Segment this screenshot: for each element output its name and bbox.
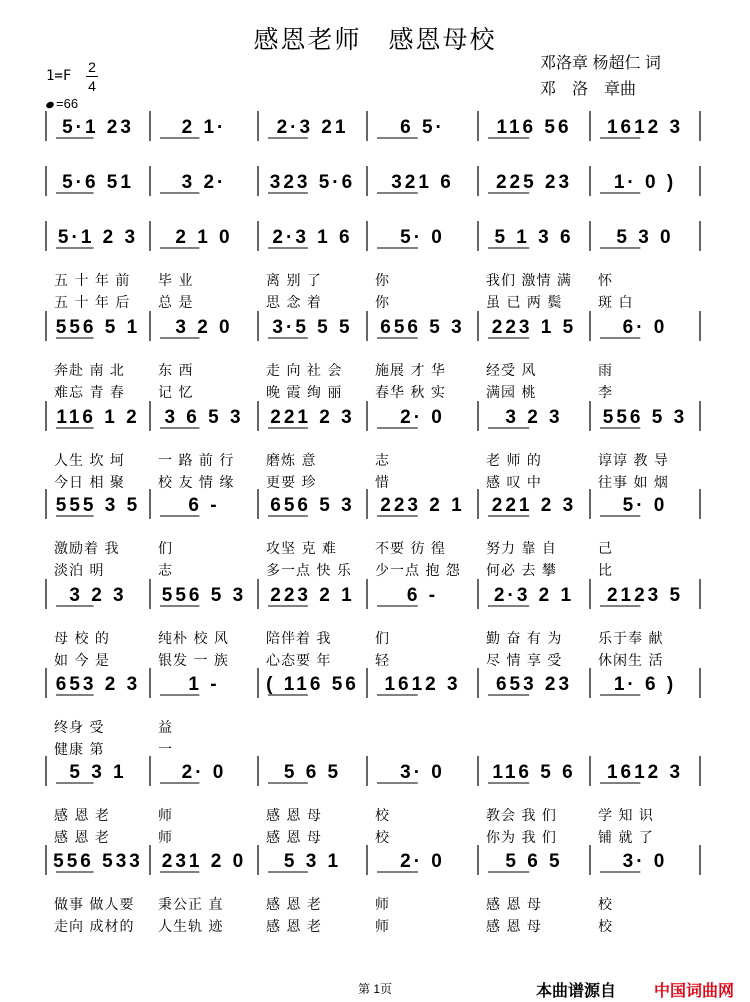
measure-notes: 555 3 5 xyxy=(55,495,141,516)
lyric-verse-1: 激励着 我 xyxy=(54,541,120,557)
measure-notes: 5 3 1 xyxy=(69,762,127,783)
lyric-verse-1: 感 恩 老 xyxy=(266,897,322,913)
lyric-verse-2: 尽 情 享 受 xyxy=(486,653,563,669)
lyric-verse-2: 斑 白 xyxy=(598,295,634,311)
measure-notes: 116 5 6 xyxy=(492,762,576,783)
measure-notes: 2 1· xyxy=(181,117,227,138)
measure-notes: 3 6 5 3 xyxy=(164,407,244,428)
measure-notes: 2123 5 xyxy=(606,585,684,606)
lyric-verse-2: 思 念 着 xyxy=(266,295,322,311)
lyric-verse-1: 陪伴着 我 xyxy=(266,631,332,647)
lyric-verse-2: 李 xyxy=(598,385,613,401)
lyric-verse-2: 健康 第 xyxy=(54,742,105,758)
measure-notes: 2· 0 xyxy=(400,407,445,428)
lyric-verse-2: 感 恩 老 xyxy=(266,919,322,935)
lyric-verse-1: 们 xyxy=(158,541,173,557)
lyric-verse-2: 感 恩 母 xyxy=(266,830,322,846)
measure-notes: 116 56 xyxy=(496,117,572,138)
measure-notes: 223 2 1 xyxy=(270,585,355,606)
measure-notes: 5·1 23 xyxy=(62,117,134,138)
lyric-verse-2: 铺 就 了 xyxy=(598,830,654,846)
measure-notes: 1612 3 xyxy=(606,117,684,138)
measure-notes: 3 2· xyxy=(181,172,227,193)
lyric-verse-1: 终身 受 xyxy=(54,720,105,736)
lyric-verse-1: 做事 做人要 xyxy=(54,897,135,913)
lyric-verse-2: 淡泊 明 xyxy=(54,563,105,579)
lyric-verse-2: 感 叹 中 xyxy=(486,475,542,491)
lyric-verse-1: 校 xyxy=(375,808,390,824)
measure-notes: 653 2 3 xyxy=(55,674,141,695)
lyric-verse-2: 往事 如 烟 xyxy=(598,475,669,491)
measure-notes: 5·6 51 xyxy=(62,172,134,193)
lyric-verse-2: 校 xyxy=(375,830,390,846)
measure-notes: 223 2 1 xyxy=(380,495,465,516)
measure-notes: 3 2 3 xyxy=(505,407,563,428)
lyric-verse-2: 人生轨 迹 xyxy=(158,919,224,935)
lyric-verse-2: 比 xyxy=(598,563,613,579)
lyric-verse-1: 老 师 的 xyxy=(486,453,542,469)
measure-notes: 5 3 0 xyxy=(616,227,674,248)
lyric-verse-2: 晚 霞 绚 丽 xyxy=(266,385,343,401)
measure-notes: 321 6 xyxy=(391,172,454,193)
measure-notes: 5 3 1 xyxy=(283,851,342,872)
lyric-verse-1: 乐于奉 献 xyxy=(598,631,664,647)
lyric-verse-2: 走向 成材的 xyxy=(54,919,135,935)
lyric-verse-2: 五 十 年 后 xyxy=(54,295,131,311)
lyric-verse-1: 施展 才 华 xyxy=(375,363,446,379)
measure-notes: 3· 0 xyxy=(400,762,445,783)
measure-notes: 1612 3 xyxy=(384,674,461,695)
lyric-verse-1: 们 xyxy=(375,631,390,647)
measure-notes: 1612 3 xyxy=(606,762,684,783)
measure-notes: 656 5 3 xyxy=(270,495,355,516)
lyric-verse-1: 师 xyxy=(375,897,390,913)
lyric-verse-1: 校 xyxy=(598,897,613,913)
lyric-verse-2: 难忘 青 春 xyxy=(54,385,125,401)
measure-notes: 221 2 3 xyxy=(270,407,355,428)
time-signature-top: 2 xyxy=(88,59,96,75)
lyric-verse-1: 益 xyxy=(158,720,173,736)
lyric-verse-2: 银发 一 族 xyxy=(158,653,229,669)
measure-notes: 221 2 3 xyxy=(491,495,577,516)
measure-notes: 5 6 5 xyxy=(505,851,563,872)
lyric-verse-1: 走 向 社 会 xyxy=(266,363,343,379)
measure-notes: 5· 0 xyxy=(400,227,445,248)
lyric-verse-1: 怀 xyxy=(598,273,613,289)
measure-notes: 5 6 5 xyxy=(283,762,342,783)
measure-notes: 6 - xyxy=(188,495,220,516)
lyric-verse-1: 勤 奋 有 为 xyxy=(486,631,563,647)
lyricist-credit: 邓洛章 杨超仁 词 xyxy=(540,55,661,72)
lyric-verse-1: 一 路 前 行 xyxy=(158,453,235,469)
composer-credit: 邓 洛 章曲 xyxy=(540,81,637,98)
lyric-verse-1: 纯朴 校 风 xyxy=(158,631,229,647)
measure-notes: 5 1 3 6 xyxy=(494,227,574,248)
measure-notes: 225 23 xyxy=(495,172,573,193)
lyric-verse-2: 校 友 情 缘 xyxy=(158,475,235,491)
lyric-verse-2: 今日 相 聚 xyxy=(54,475,125,491)
lyric-verse-1: 奔赴 南 北 xyxy=(54,363,125,379)
site-logo-text: 中国词曲网 xyxy=(654,983,735,1000)
lyric-verse-1: 秉公正 直 xyxy=(158,897,224,913)
lyric-verse-2: 何必 去 攀 xyxy=(486,563,557,579)
lyric-verse-1: 师 xyxy=(158,808,173,824)
measure-notes: 5·1 2 3 xyxy=(57,227,139,248)
lyric-verse-2: 记 忆 xyxy=(158,385,194,401)
measure-notes: 2· 0 xyxy=(181,762,227,783)
measure-notes: 2 1 0 xyxy=(175,227,233,248)
measure-notes: 3 2 0 xyxy=(175,317,233,338)
lyric-verse-1: 谆谆 教 导 xyxy=(598,453,669,469)
measure-notes: 1· 0 ) xyxy=(613,172,677,193)
lyric-verse-2: 少一点 抱 怨 xyxy=(375,563,461,579)
lyric-verse-1: 教会 我 们 xyxy=(486,808,557,824)
lyric-verse-2: 虽 已 两 鬓 xyxy=(486,295,563,311)
measure-notes: 3 2 3 xyxy=(69,585,127,606)
measure-notes: 653 23 xyxy=(495,674,573,695)
lyric-verse-1: 经受 风 xyxy=(486,363,537,379)
measure-notes: 3·5 5 5 xyxy=(272,317,353,338)
lyric-verse-2: 师 xyxy=(375,919,390,935)
lyric-verse-1: 你 xyxy=(375,273,390,289)
measure-notes: 3· 0 xyxy=(622,851,668,872)
measure-notes: 556 533 xyxy=(53,851,143,872)
lyric-verse-2: 满园 桃 xyxy=(486,385,537,401)
measure-notes: 223 1 5 xyxy=(491,317,577,338)
lyric-verse-2: 轻 xyxy=(375,653,390,669)
lyric-verse-1: 努力 靠 自 xyxy=(486,541,557,557)
lyric-verse-1: 不要 彷 徨 xyxy=(375,541,446,557)
page-number: 第 1页 xyxy=(357,982,392,996)
lyric-verse-1: 离 别 了 xyxy=(266,273,322,289)
measure-notes: 2·3 1 6 xyxy=(272,227,353,248)
lyric-verse-2: 感 恩 母 xyxy=(486,919,542,935)
lyric-verse-1: 攻坚 克 难 xyxy=(266,541,337,557)
lyric-verse-2: 校 xyxy=(598,919,613,935)
lyric-verse-2: 一 xyxy=(158,742,173,758)
lyric-verse-2: 多一点 快 乐 xyxy=(266,563,352,579)
measure-notes: 6· 0 xyxy=(622,317,668,338)
lyric-verse-1: 雨 xyxy=(598,363,613,379)
source-label: 本曲谱源自 xyxy=(536,983,617,1000)
lyric-verse-1: 毕 业 xyxy=(158,273,194,289)
tempo-value: =66 xyxy=(56,96,79,111)
lyric-verse-2: 总 是 xyxy=(158,295,194,311)
lyric-verse-1: 己 xyxy=(598,541,613,557)
measure-notes: 556 5 1 xyxy=(55,317,141,338)
song-title: 感恩老师 感恩母校 xyxy=(253,25,497,54)
lyric-verse-1: 感 恩 母 xyxy=(486,897,542,913)
lyric-verse-2: 感 恩 老 xyxy=(54,830,110,846)
measure-notes: ( 116 56 xyxy=(266,674,359,695)
measure-notes: 556 5 3 xyxy=(161,585,247,606)
measure-notes: 1 - xyxy=(188,674,220,695)
lyric-verse-2: 志 xyxy=(158,563,173,579)
lyric-verse-1: 我们 激情 满 xyxy=(486,273,572,289)
lyric-verse-1: 感 恩 老 xyxy=(54,808,110,824)
measure-notes: 6 5· xyxy=(400,117,445,138)
measure-notes: 116 1 2 xyxy=(56,407,140,428)
lyric-verse-1: 东 西 xyxy=(158,363,194,379)
lyric-verse-2: 心态要 年 xyxy=(266,653,332,669)
lyric-verse-1: 志 xyxy=(375,453,390,469)
lyric-verse-2: 你 xyxy=(375,295,390,311)
lyric-verse-1: 五 十 年 前 xyxy=(54,273,131,289)
lyric-verse-1: 母 校 的 xyxy=(54,631,110,647)
measure-notes: 6 - xyxy=(406,585,439,606)
lyric-verse-1: 磨炼 意 xyxy=(266,453,317,469)
lyric-verse-1: 人生 坎 坷 xyxy=(54,453,125,469)
lyric-verse-2: 休闲生 活 xyxy=(598,653,664,669)
measure-notes: 1· 6 ) xyxy=(613,674,677,695)
measure-notes: 2· 0 xyxy=(400,851,445,872)
lyric-verse-2: 如 今 是 xyxy=(54,653,110,669)
lyric-verse-1: 感 恩 母 xyxy=(266,808,322,824)
measure-notes: 2·3 2 1 xyxy=(493,585,575,606)
lyric-verse-2: 更要 珍 xyxy=(266,475,317,491)
time-signature-bottom: 4 xyxy=(88,78,96,94)
measure-notes: 231 2 0 xyxy=(161,851,247,872)
measure-notes: 5· 0 xyxy=(622,495,668,516)
lyric-verse-2: 春华 秋 实 xyxy=(375,385,446,401)
lyric-verse-2: 惜 xyxy=(375,475,390,491)
key-signature: 1=F xyxy=(46,68,72,84)
lyric-verse-2: 你为 我 们 xyxy=(486,830,557,846)
measure-notes: 323 5·6 xyxy=(269,172,356,193)
measure-notes: 656 5 3 xyxy=(380,317,465,338)
measure-notes: 2·3 21 xyxy=(276,117,349,138)
measure-notes: 556 5 3 xyxy=(602,407,688,428)
lyric-verse-1: 学 知 识 xyxy=(598,808,654,824)
lyric-verse-2: 师 xyxy=(158,830,173,846)
